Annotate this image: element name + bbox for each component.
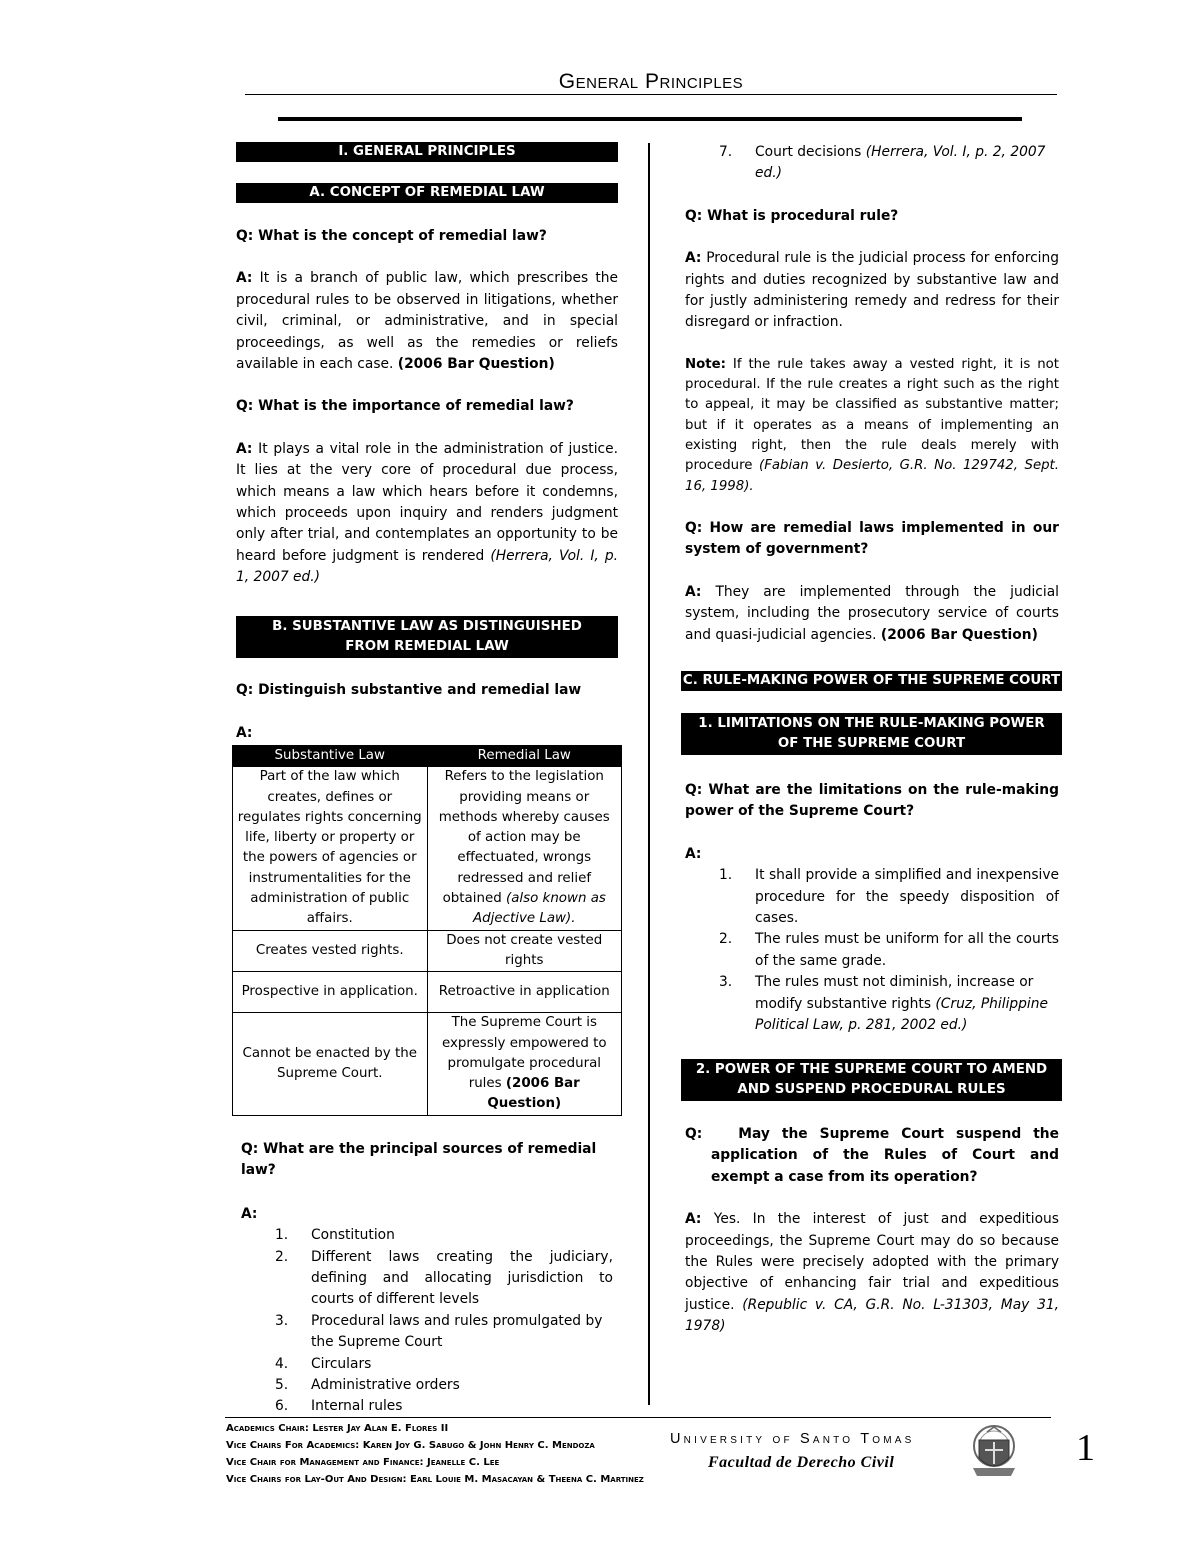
footer-rule (225, 1417, 1051, 1418)
question-procedural-rule: Q: What is procedural rule? (685, 207, 899, 224)
credit-line: Vice Chairs for Lay-Out And Design: Earl Louie M. Masacayan & Theena C. Martinez (226, 1474, 644, 1485)
faculty-name: Facultad de Derecho Civil (708, 1454, 895, 1471)
right-section-2 (681, 1059, 1062, 1101)
ust-seal-icon (967, 1424, 1021, 1482)
question-concept: Q: What is the concept of remedial law? (236, 228, 547, 244)
limitations-list (685, 865, 1059, 1036)
list-item: 2. Different laws creating the judiciary, defining and allocating jurisdiction to courts of different levels (275, 1248, 613, 1308)
sources-list-continued (685, 142, 1059, 185)
section-heading-amend-suspend: 2. POWER OF THE SUPREME COURT TO AMEND AND SUSPEND PROCEDURAL RULES (681, 1059, 1062, 1101)
list-item: 1. It shall provide a simplified and inexpensive procedure for the speedy disposition of cases. (719, 867, 1059, 927)
answer-limitations-label: A: (685, 845, 702, 862)
table-cell-substantive: Creates vested rights. (233, 930, 428, 972)
answer-distinguish-label: A: (236, 725, 253, 742)
table-cell-substantive: Prospective in application. (233, 972, 428, 1013)
university-name: University of Santo Tomas (670, 1431, 915, 1447)
question-limitations: Q: What are the limitations on the rule-making power of the Supreme Court? (685, 782, 1059, 820)
answer-sources-label: A: (241, 1205, 258, 1222)
table-row (233, 767, 622, 930)
credit-line: Vice Chairs For Academics: Karen Joy G. Sabugo & John Henry C. Mendoza (226, 1440, 595, 1451)
right-limitations (685, 780, 1059, 1036)
question-implementation: Q: How are remedial laws implemented in our system of government? (685, 519, 1059, 558)
section-heading-rule-making-power: C. RULE-MAKING POWER OF THE SUPREME COURT (681, 671, 1062, 691)
question-sources: Q: What are the principal sources of remedial law? (241, 1141, 597, 1179)
answer-suspend: A: Yes. In the interest of just and expeditious proceedings, the Supreme Court may do so because the Rules were precisely adopted with the primary objective of enhancing fair trial and expeditious justice. (Republic v. CA, G.R. No. L-31303, May 31, 1978) (685, 1211, 1060, 1335)
list-item: 1. Constitution (275, 1227, 395, 1244)
note-vested-right: Note: If the rule takes away a vested right, it is not procedural. If the rule creates a right such as the right to appeal, it may be classified as substantive matter; but if it operates as a means of implementing an existing right, then the rule deals merely with procedure (Fabian v. Desierto, G.R. No. 129742, Sept. 16, 1998). (685, 356, 1060, 494)
section-heading-general-principles: I. GENERAL PRINCIPLES (236, 142, 618, 162)
right-column (685, 142, 1059, 646)
comparison-table (232, 745, 622, 1116)
credit-line: Vice Chair for Management and Finance: Jeanelle C. Lee (226, 1457, 500, 1468)
page-number: 1 (1076, 1427, 1095, 1469)
left-sources (241, 1139, 613, 1418)
list-item: 3. The rules must not diminish, increase or modify substantive rights (Cruz, Philippine Political Law, p. 281, 2002 ed.) (719, 974, 1048, 1034)
answer-concept: A: It is a branch of public law, which prescribes the procedural rules to be observed in litigations, whether civil, criminal, or administrative, and in special proceedings, as well as the remedies or reliefs available in each case. (2006 Bar Question) (236, 270, 618, 373)
table-cell-remedial: Refers to the legislation providing means or methods whereby causes of action may be effectuated, wrongs redressed and relief obtained (also known as Adjective Law). (427, 767, 622, 930)
table-header-remedial: Remedial Law (427, 746, 622, 767)
table-cell-remedial: Does not create vested rights (427, 930, 622, 972)
list-item: 2. The rules must be uniform for all the courts of the same grade. (719, 931, 1059, 969)
answer-implementation: A: They are implemented through the judicial system, including the prosecutory service of courts and quasi-judicial agencies. (2006 Bar Question) (685, 583, 1059, 643)
right-suspend (685, 1124, 1059, 1338)
header-thick-rule (278, 117, 1022, 121)
list-item: 3. Procedural laws and rules promulgated by the Supreme Court (275, 1312, 603, 1351)
table-cell-substantive: Cannot be enacted by the Supreme Court. (233, 1013, 428, 1115)
question-importance: Q: What is the importance of remedial law? (236, 398, 574, 415)
table-row (233, 930, 622, 972)
answer-procedural-rule: A: Procedural rule is the judicial process for enforcing rights and duties recognized by substantive law and for justly administering remedy and redress for their disregard or infraction. (685, 250, 1059, 331)
left-section-b (236, 616, 618, 745)
table-cell-remedial: The Supreme Court is expressly empowered to promulgate procedural rules (2006 Bar Question) (427, 1013, 622, 1115)
section-heading-limitations: 1. LIMITATIONS ON THE RULE-MAKING POWER OF THE SUPREME COURT (681, 713, 1062, 755)
list-item: 5. Administrative orders (275, 1377, 460, 1394)
table-header-substantive: Substantive Law (233, 746, 428, 767)
footer-credits (226, 1420, 644, 1488)
table-cell-remedial: Retroactive in application (427, 972, 622, 1013)
credit-line: Academics Chair: Lester Jay Alan E. Flores II (226, 1423, 449, 1434)
right-section-c (681, 671, 1062, 755)
header-rule (245, 94, 1057, 95)
list-item: 6. Internal rules (275, 1398, 403, 1415)
question-suspend: Q: May the Supreme Court suspend the application of the Rules of Court and exempt a case from its operation? (685, 1126, 1059, 1185)
table-cell-substantive: Part of the law which creates, defines or regulates rights concerning life, liberty or property or the powers of agencies or instrumentalities for the administration of public affairs. (233, 767, 428, 930)
sources-list (241, 1225, 613, 1418)
left-column (236, 142, 618, 589)
table-row (233, 972, 622, 1013)
list-item: 4. Circulars (275, 1355, 372, 1372)
section-heading-substantive-vs-remedial: B. SUBSTANTIVE LAW AS DISTINGUISHED FROM REMEDIAL LAW (236, 616, 618, 658)
page-header-title: General Principles (558, 70, 744, 93)
table-row (233, 1013, 622, 1115)
section-heading-concept-remedial-law: A. CONCEPT OF REMEDIAL LAW (236, 183, 618, 203)
question-distinguish: Q: Distinguish substantive and remedial law (236, 682, 582, 698)
list-item: 7. Court decisions (Herrera, Vol. I, p. 2, 2007 ed.) (719, 144, 1046, 182)
column-divider (648, 143, 650, 1405)
answer-importance: A: It plays a vital role in the administration of justice. It lies at the very core of procedural due process, which means a law which hears before it condemns, which proceeds upon inquiry and renders judgment only after trial, and contemplates an opportunity to be heard before judgment is rendered (Herrera, Vol. I, p. 1, 2007 ed.) (236, 440, 619, 586)
